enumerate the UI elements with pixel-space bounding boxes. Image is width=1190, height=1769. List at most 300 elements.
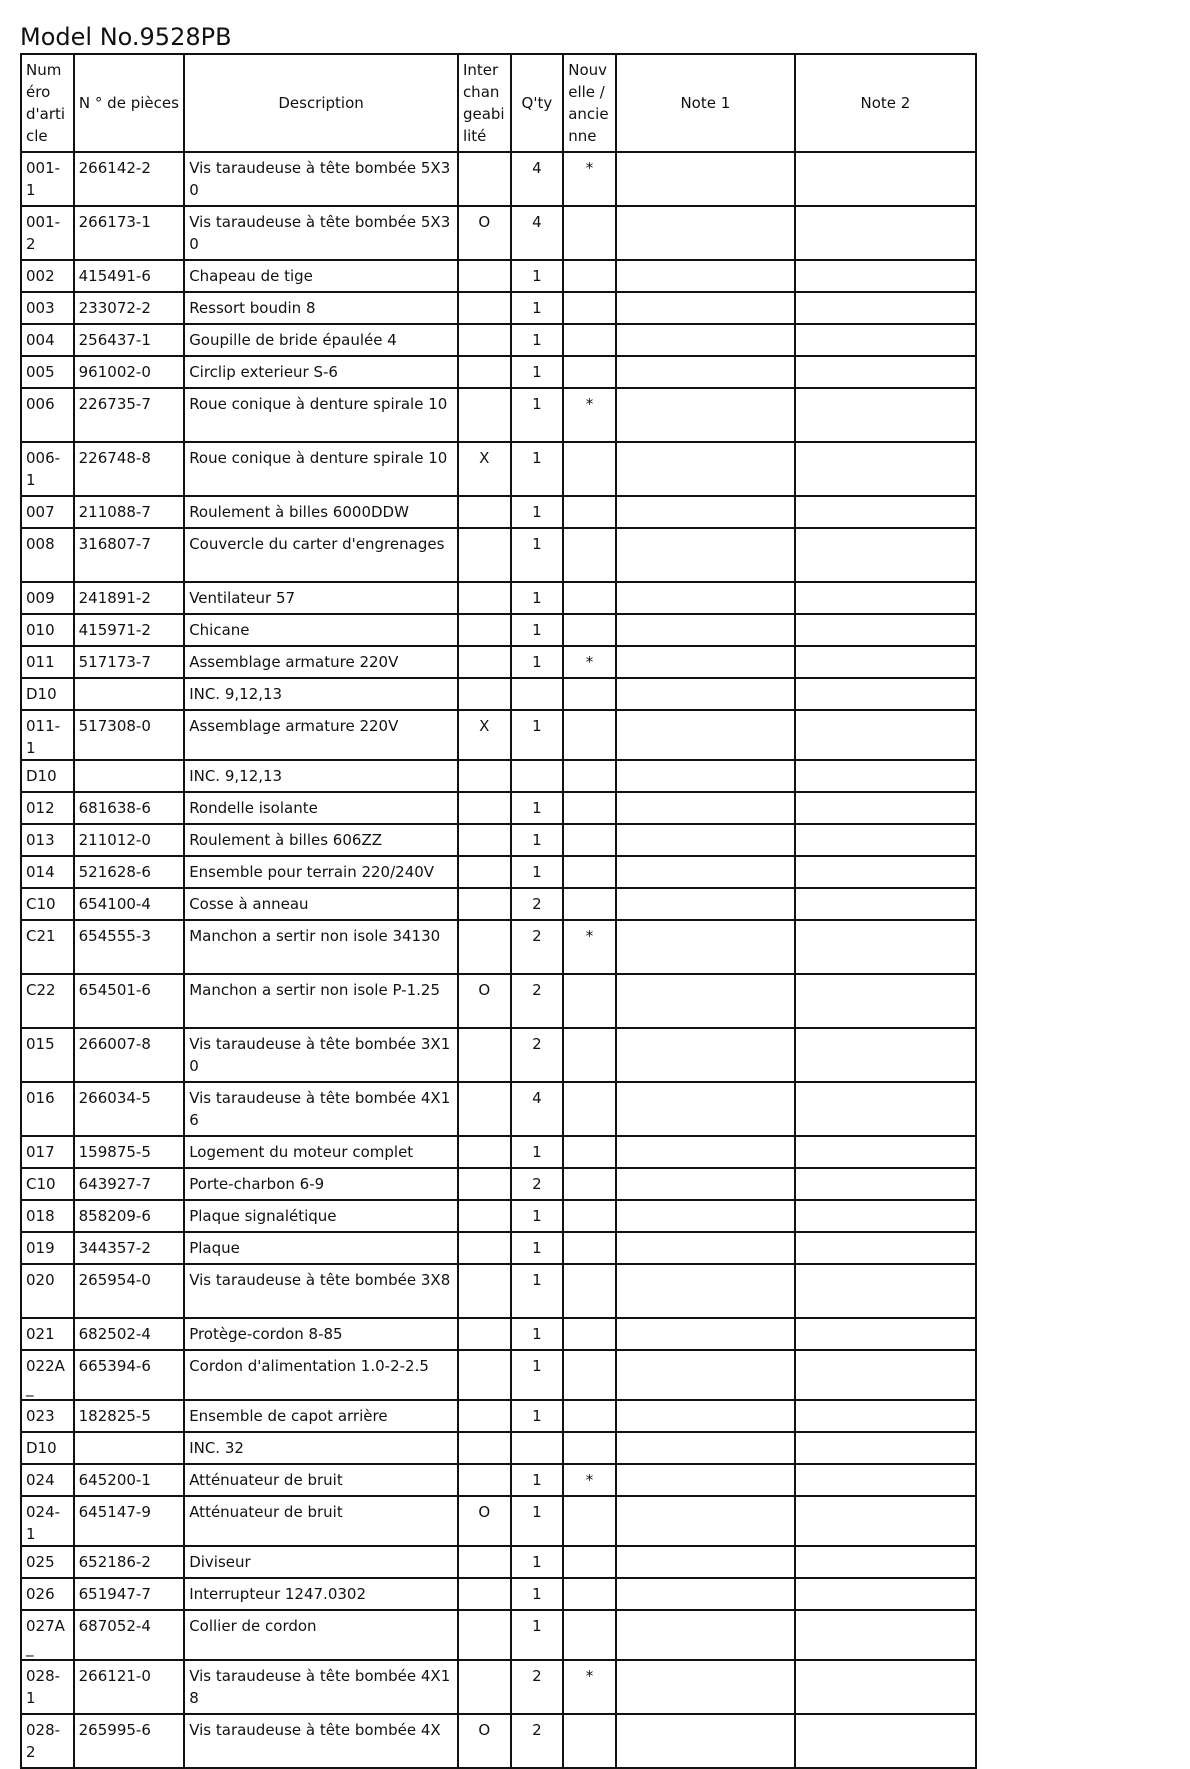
cell-description: Circlip exterieur S-6 [184,356,458,388]
cell-item-no: 003 [21,292,74,324]
cell-qty: 4 [511,206,564,260]
cell-new-old [563,856,616,888]
cell-note1 [616,1464,795,1496]
cell-new-old [563,974,616,1028]
cell-description: Plaque [184,1232,458,1264]
cell-qty: 2 [511,1168,564,1200]
cell-description: Goupille de bride épaulée 4 [184,324,458,356]
table-row [21,1082,976,1136]
cell-new-old [563,1264,616,1318]
cell-item-no: 017 [21,1136,74,1168]
cell-description: INC. 32 [184,1432,458,1464]
cell-interchangeability [458,888,511,920]
cell-description: Manchon a sertir non isole P-1.25 [184,974,458,1028]
cell-part-no: 517173-7 [74,646,185,678]
cell-note2 [795,1264,976,1318]
table-row [21,1496,976,1546]
cell-part-no: 266173-1 [74,206,185,260]
cell-interchangeability [458,1400,511,1432]
cell-part-no: 256437-1 [74,324,185,356]
cell-description: Assemblage armature 220V [184,710,458,760]
cell-item-no: 001-2 [21,206,74,260]
cell-item-no: 023 [21,1400,74,1432]
cell-description: Diviseur [184,1546,458,1578]
cell-interchangeability [458,496,511,528]
header-qty: Q'ty [511,54,564,152]
cell-description: Porte-charbon 6-9 [184,1168,458,1200]
cell-new-old [563,1028,616,1082]
cell-item-no: 024-1 [21,1496,74,1546]
cell-interchangeability [458,614,511,646]
parts-table-container [20,53,977,1761]
cell-note2 [795,1318,976,1350]
table-row [21,496,976,528]
cell-description: Manchon a sertir non isole 34130 [184,920,458,974]
cell-description: Chicane [184,614,458,646]
cell-qty: 1 [511,710,564,760]
cell-note2 [795,1578,976,1610]
cell-interchangeability [458,1546,511,1578]
table-row [21,1400,976,1432]
cell-item-no: 018 [21,1200,74,1232]
table-row [21,260,976,292]
cell-item-no: 013 [21,824,74,856]
cell-description: Ressort boudin 8 [184,292,458,324]
cell-part-no: 266007-8 [74,1028,185,1082]
header-new-old: Nouvelle / ancienne [563,54,616,152]
cell-interchangeability [458,324,511,356]
cell-qty: 1 [511,260,564,292]
cell-qty: 2 [511,1660,564,1714]
cell-note1 [616,1200,795,1232]
cell-qty: 1 [511,356,564,388]
cell-item-no: 021 [21,1318,74,1350]
cell-part-no: 241891-2 [74,582,185,614]
cell-note2 [795,356,976,388]
cell-note2 [795,824,976,856]
cell-note1 [616,496,795,528]
table-row [21,388,976,442]
cell-item-no: 001-1 [21,152,74,206]
cell-note2 [795,888,976,920]
cell-description: Cordon d'alimentation 1.0-2-2.5 [184,1350,458,1400]
cell-qty: 1 [511,324,564,356]
cell-part-no: 654100-4 [74,888,185,920]
table-row [21,292,976,324]
cell-new-old [563,1350,616,1400]
cell-note1 [616,760,795,792]
cell-note1 [616,856,795,888]
cell-qty: 1 [511,442,564,496]
cell-qty [511,760,564,792]
cell-note1 [616,442,795,496]
table-row [21,1264,976,1318]
cell-interchangeability: O [458,206,511,260]
cell-item-no: 007 [21,496,74,528]
cell-interchangeability [458,582,511,614]
table-row [21,888,976,920]
cell-qty: 1 [511,646,564,678]
cell-item-no: 014 [21,856,74,888]
cell-part-no [74,760,185,792]
cell-qty: 1 [511,582,564,614]
cell-item-no: 008 [21,528,74,582]
cell-note2 [795,1400,976,1432]
table-row [21,824,976,856]
cell-note1 [616,1660,795,1714]
cell-interchangeability: O [458,974,511,1028]
table-row [21,324,976,356]
cell-description: Vis taraudeuse à tête bombée 3X10 [184,1028,458,1082]
cell-interchangeability [458,1432,511,1464]
cell-part-no: 344357-2 [74,1232,185,1264]
cell-description: Roue conique à denture spirale 10 [184,442,458,496]
cell-item-no: 019 [21,1232,74,1264]
cell-interchangeability [458,1660,511,1714]
cell-note1 [616,710,795,760]
cell-description: Roulement à billes 606ZZ [184,824,458,856]
cell-new-old [563,1496,616,1546]
cell-interchangeability [458,1318,511,1350]
cell-note2 [795,1610,976,1660]
cell-note2 [795,974,976,1028]
cell-interchangeability [458,792,511,824]
cell-qty: 2 [511,1028,564,1082]
cell-description: INC. 9,12,13 [184,678,458,710]
cell-note1 [616,678,795,710]
cell-interchangeability [458,1264,511,1318]
cell-item-no: 004 [21,324,74,356]
cell-note1 [616,614,795,646]
parts-table [20,53,977,1769]
cell-item-no: 022A_ [21,1350,74,1400]
table-row [21,1232,976,1264]
cell-description: Vis taraudeuse à tête bombée 5X30 [184,152,458,206]
cell-part-no: 645147-9 [74,1496,185,1546]
cell-note2 [795,1232,976,1264]
cell-interchangeability [458,388,511,442]
cell-new-old [563,1082,616,1136]
cell-interchangeability [458,920,511,974]
header-note1: Note 1 [616,54,795,152]
cell-description: Vis taraudeuse à tête bombée 4X18 [184,1660,458,1714]
cell-note1 [616,528,795,582]
cell-note2 [795,1200,976,1232]
cell-part-no: 652186-2 [74,1546,185,1578]
cell-part-no [74,678,185,710]
cell-new-old: * [563,646,616,678]
cell-item-no: C22 [21,974,74,1028]
cell-note1 [616,1610,795,1660]
cell-note1 [616,324,795,356]
table-row [21,1714,976,1768]
cell-description: Chapeau de tige [184,260,458,292]
cell-item-no: D10 [21,678,74,710]
cell-new-old [563,710,616,760]
table-row [21,356,976,388]
cell-note2 [795,1660,976,1714]
cell-interchangeability [458,646,511,678]
cell-interchangeability [458,1610,511,1660]
cell-new-old [563,356,616,388]
cell-part-no: 517308-0 [74,710,185,760]
cell-note1 [616,1028,795,1082]
cell-note2 [795,760,976,792]
cell-new-old [563,824,616,856]
cell-new-old [563,442,616,496]
cell-new-old [563,582,616,614]
cell-new-old [563,888,616,920]
cell-new-old [563,1400,616,1432]
cell-new-old [563,1578,616,1610]
cell-description: Protège-cordon 8-85 [184,1318,458,1350]
cell-note2 [795,920,976,974]
cell-part-no: 687052-4 [74,1610,185,1660]
cell-interchangeability [458,1200,511,1232]
cell-note1 [616,824,795,856]
header-description: Description [184,54,458,152]
cell-item-no: 020 [21,1264,74,1318]
cell-description: Cosse à anneau [184,888,458,920]
cell-new-old [563,496,616,528]
cell-new-old [563,792,616,824]
header-interchangeability: Interchangeabilité [458,54,511,152]
cell-description: Rondelle isolante [184,792,458,824]
cell-note2 [795,1496,976,1546]
cell-note2 [795,678,976,710]
table-row [21,678,976,710]
cell-item-no: D10 [21,760,74,792]
cell-note1 [616,1546,795,1578]
cell-new-old [563,760,616,792]
cell-part-no: 265954-0 [74,1264,185,1318]
cell-note1 [616,1400,795,1432]
cell-description: Interrupteur 1247.0302 [184,1578,458,1610]
cell-new-old [563,292,616,324]
cell-description: Roulement à billes 6000DDW [184,496,458,528]
cell-interchangeability [458,292,511,324]
cell-new-old [563,1546,616,1578]
cell-qty: 2 [511,974,564,1028]
header-item-no: Numéro d'article [21,54,74,152]
cell-note1 [616,582,795,614]
cell-part-no [74,1432,185,1464]
cell-qty: 1 [511,1400,564,1432]
cell-qty [511,678,564,710]
cell-new-old [563,1232,616,1264]
cell-part-no: 961002-0 [74,356,185,388]
cell-interchangeability [458,1168,511,1200]
cell-note2 [795,614,976,646]
table-row [21,1136,976,1168]
cell-note2 [795,582,976,614]
cell-description: Ensemble pour terrain 220/240V [184,856,458,888]
cell-note2 [795,388,976,442]
cell-qty: 1 [511,1200,564,1232]
cell-new-old [563,1136,616,1168]
cell-description: Collier de cordon [184,1610,458,1660]
cell-note2 [795,260,976,292]
table-row [21,1546,976,1578]
cell-interchangeability [458,760,511,792]
cell-item-no: 016 [21,1082,74,1136]
cell-note2 [795,710,976,760]
cell-note2 [795,646,976,678]
cell-note1 [616,1264,795,1318]
cell-interchangeability [458,1028,511,1082]
cell-interchangeability [458,1136,511,1168]
cell-item-no: 026 [21,1578,74,1610]
table-row [21,1578,976,1610]
cell-note2 [795,1714,976,1768]
cell-part-no: 211012-0 [74,824,185,856]
cell-note2 [795,1432,976,1464]
cell-qty: 1 [511,496,564,528]
cell-qty: 1 [511,292,564,324]
cell-qty [511,1432,564,1464]
table-row [21,1350,976,1400]
cell-new-old [563,1318,616,1350]
cell-new-old: * [563,1660,616,1714]
cell-qty: 1 [511,1496,564,1546]
cell-description: INC. 9,12,13 [184,760,458,792]
cell-qty: 1 [511,1610,564,1660]
cell-item-no: 025 [21,1546,74,1578]
cell-item-no: 002 [21,260,74,292]
cell-note1 [616,792,795,824]
cell-part-no: 266034-5 [74,1082,185,1136]
cell-part-no: 159875-5 [74,1136,185,1168]
cell-note1 [616,1432,795,1464]
cell-qty: 1 [511,856,564,888]
cell-interchangeability: O [458,1714,511,1768]
cell-note1 [616,1578,795,1610]
cell-new-old [563,324,616,356]
table-row [21,760,976,792]
cell-qty: 2 [511,920,564,974]
cell-part-no: 211088-7 [74,496,185,528]
cell-qty: 1 [511,1464,564,1496]
table-row [21,792,976,824]
page-title: Model No.9528PB [20,23,232,51]
cell-item-no: C21 [21,920,74,974]
cell-interchangeability [458,856,511,888]
cell-note2 [795,1028,976,1082]
cell-qty: 1 [511,1136,564,1168]
cell-note2 [795,1136,976,1168]
cell-note2 [795,1168,976,1200]
cell-interchangeability: X [458,442,511,496]
cell-description: Atténuateur de bruit [184,1496,458,1546]
cell-qty: 1 [511,1264,564,1318]
cell-note1 [616,1082,795,1136]
cell-item-no: 028-2 [21,1714,74,1768]
cell-interchangeability [458,824,511,856]
cell-item-no: C10 [21,1168,74,1200]
table-row [21,1464,976,1496]
cell-qty: 1 [511,388,564,442]
cell-item-no: 015 [21,1028,74,1082]
cell-note2 [795,1082,976,1136]
cell-note1 [616,1168,795,1200]
cell-part-no: 645200-1 [74,1464,185,1496]
cell-new-old: * [563,1464,616,1496]
cell-part-no: 266142-2 [74,152,185,206]
cell-note2 [795,442,976,496]
cell-part-no: 654501-6 [74,974,185,1028]
cell-item-no: 005 [21,356,74,388]
table-row [21,1028,976,1082]
cell-item-no: D10 [21,1432,74,1464]
table-row [21,582,976,614]
table-row [21,920,976,974]
cell-qty: 2 [511,888,564,920]
cell-part-no: 521628-6 [74,856,185,888]
table-row [21,646,976,678]
table-row [21,1432,976,1464]
cell-new-old [563,678,616,710]
cell-note1 [616,920,795,974]
cell-new-old: * [563,920,616,974]
cell-description: Assemblage armature 220V [184,646,458,678]
cell-note1 [616,1232,795,1264]
cell-description: Plaque signalétique [184,1200,458,1232]
cell-new-old [563,528,616,582]
cell-note2 [795,324,976,356]
cell-note1 [616,1714,795,1768]
cell-qty: 1 [511,1578,564,1610]
table-row [21,1168,976,1200]
cell-note2 [795,856,976,888]
cell-note1 [616,260,795,292]
cell-part-no: 266121-0 [74,1660,185,1714]
table-row [21,614,976,646]
cell-note1 [616,292,795,324]
cell-interchangeability [458,528,511,582]
cell-item-no: 027A_ [21,1610,74,1660]
cell-part-no: 316807-7 [74,528,185,582]
cell-new-old [563,1610,616,1660]
cell-note1 [616,356,795,388]
cell-interchangeability [458,260,511,292]
cell-part-no: 182825-5 [74,1400,185,1432]
cell-part-no: 643927-7 [74,1168,185,1200]
cell-note1 [616,388,795,442]
cell-note2 [795,292,976,324]
cell-qty: 1 [511,1350,564,1400]
table-row [21,152,976,206]
cell-item-no: 012 [21,792,74,824]
cell-note1 [616,152,795,206]
cell-note1 [616,646,795,678]
cell-new-old [563,1432,616,1464]
cell-note2 [795,206,976,260]
cell-note1 [616,1318,795,1350]
cell-interchangeability: O [458,1496,511,1546]
cell-new-old: * [563,152,616,206]
cell-description: Vis taraudeuse à tête bombée 5X30 [184,206,458,260]
cell-description: Logement du moteur complet [184,1136,458,1168]
cell-note1 [616,1350,795,1400]
cell-new-old [563,1714,616,1768]
cell-note1 [616,1496,795,1546]
table-row [21,442,976,496]
cell-interchangeability [458,356,511,388]
cell-qty: 4 [511,1082,564,1136]
cell-description: Ensemble de capot arrière [184,1400,458,1432]
cell-qty: 1 [511,792,564,824]
cell-new-old [563,1200,616,1232]
